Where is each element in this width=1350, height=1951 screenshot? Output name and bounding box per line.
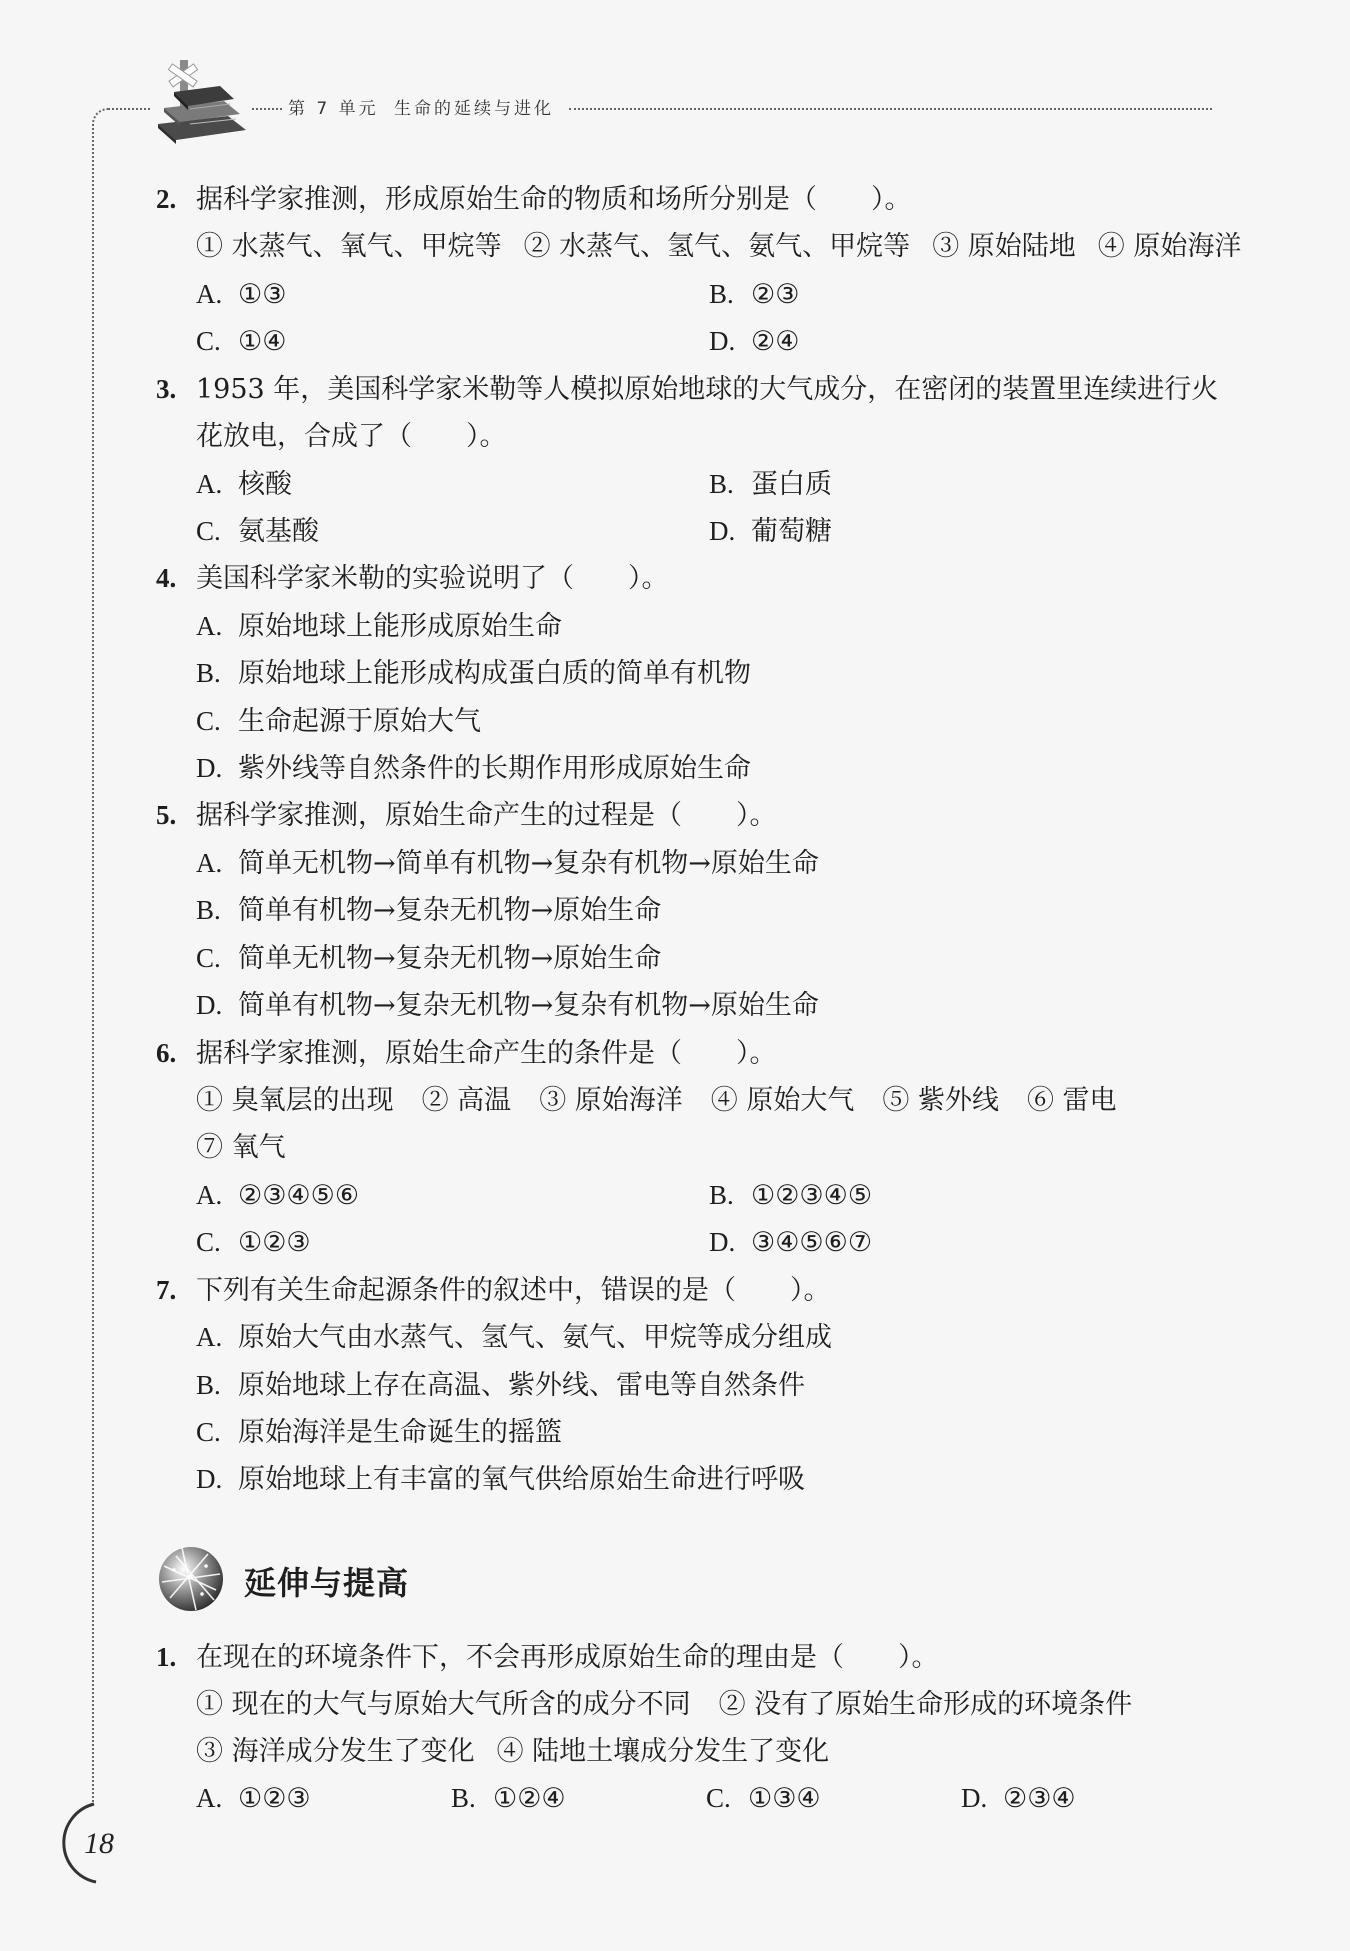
option-text: 原始海洋是生命诞生的摇篮 xyxy=(238,1416,562,1448)
question-stem xyxy=(0,792,1350,839)
option-text: ①②④ xyxy=(493,1783,566,1814)
option-text: ①③④ xyxy=(748,1783,821,1814)
option-b xyxy=(709,461,1222,508)
question-stem xyxy=(0,366,1350,413)
option-text: ②③④ xyxy=(1003,1783,1076,1814)
option-text: ①②③ xyxy=(238,1227,311,1259)
option-text: 原始地球上能形成构成蛋白质的简单有机物 xyxy=(238,658,751,690)
option-text: ①②③④⑤ xyxy=(751,1179,873,1211)
statement-line xyxy=(0,1728,1350,1775)
question-number: 4. xyxy=(156,563,177,594)
question-stem xyxy=(0,1030,1350,1077)
option-letter: D. xyxy=(709,326,736,357)
option-text: 简单有机物→复杂无机物→原始生命 xyxy=(238,895,662,927)
option-letter: C. xyxy=(196,1416,221,1447)
statement-item: ① 臭氧层的出现 xyxy=(196,1085,394,1117)
option-letter: D. xyxy=(196,753,223,784)
option-letter: B. xyxy=(196,895,221,926)
option-text: 原始大气由水蒸气、氢气、氨气、甲烷等成分组成 xyxy=(238,1322,832,1354)
question-stem xyxy=(0,555,1350,602)
option-text: ②④ xyxy=(751,326,800,358)
option-letter: C. xyxy=(706,1783,731,1813)
option-letter: C. xyxy=(196,326,221,357)
option-c xyxy=(0,1409,1350,1456)
statement-item: ④ 陆地土壤成分发生了变化 xyxy=(496,1736,830,1767)
option-a xyxy=(196,1172,709,1219)
option-row xyxy=(0,1775,1350,1822)
option-d xyxy=(709,508,1222,555)
statement-item: ③ 原始陆地 xyxy=(932,231,1076,263)
option-text: 原始地球上能形成原始生命 xyxy=(238,610,562,642)
statement-item: ② 高温 xyxy=(421,1085,512,1117)
option-text: ②③④⑤⑥ xyxy=(238,1179,360,1211)
statement-line xyxy=(0,223,1350,270)
stem-text: 花放电，合成了（ ）。 xyxy=(196,421,507,453)
question-number: 6. xyxy=(156,1037,177,1068)
option-letter: A. xyxy=(196,847,223,878)
option-letter: D. xyxy=(709,1227,736,1258)
stem-text: 据科学家推测，形成原始生命的物质和场所分别是（ ）。 xyxy=(196,184,912,215)
option-text: ①③ xyxy=(238,278,287,310)
option-c xyxy=(706,1775,961,1822)
option-letter: B. xyxy=(709,468,734,499)
statement-line xyxy=(0,1077,1350,1124)
unit-title: 生命的延续与进化 xyxy=(394,99,554,119)
option-letter: D. xyxy=(709,515,736,546)
option-text: 紫外线等自然条件的长期作用形成原始生命 xyxy=(238,753,751,785)
option-row xyxy=(0,1219,1350,1266)
option-c xyxy=(196,1219,709,1266)
option-text: 氨基酸 xyxy=(238,515,319,547)
option-c xyxy=(196,318,709,365)
option-text: 简单无机物→复杂无机物→原始生命 xyxy=(238,942,662,974)
option-letter: B. xyxy=(709,1179,734,1210)
statement-item: ④ 原始海洋 xyxy=(1097,231,1242,263)
option-c xyxy=(0,698,1350,745)
option-text: 葡萄糖 xyxy=(751,515,832,547)
option-d xyxy=(709,1219,1222,1266)
question-number: 7. xyxy=(156,1274,177,1305)
option-text: 简单无机物→简单有机物→复杂有机物→原始生命 xyxy=(238,847,819,879)
statement-line xyxy=(0,1124,1350,1171)
option-text: ①②③ xyxy=(238,1783,311,1814)
question-number: 1. xyxy=(156,1642,177,1672)
option-a xyxy=(196,461,709,508)
option-letter: C. xyxy=(196,1227,221,1258)
statement-item: ① 水蒸气、氧气、甲烷等 xyxy=(196,231,502,263)
page-number: 18 xyxy=(84,1827,114,1860)
question-stem xyxy=(0,1634,1350,1681)
stem-text: 下列有关生命起源条件的叙述中，错误的是（ ）。 xyxy=(196,1274,831,1306)
question-stem xyxy=(0,1267,1350,1314)
option-letter: C. xyxy=(196,942,221,973)
option-b xyxy=(709,271,1222,318)
option-letter: D. xyxy=(196,990,223,1021)
statement-item: ① 现在的大气与原始大气所含的成分不同 xyxy=(196,1689,691,1720)
section-title: 延伸与提高 xyxy=(244,1564,410,1602)
option-row xyxy=(0,271,1350,318)
option-b xyxy=(451,1775,706,1822)
option-text: ③④⑤⑥⑦ xyxy=(751,1227,873,1259)
option-letter: B. xyxy=(196,658,221,689)
books-logo-icon xyxy=(150,58,250,144)
option-letter: A. xyxy=(196,1179,223,1210)
stem-text: 据科学家推测，原始生命产生的条件是（ ）。 xyxy=(196,1037,777,1069)
question-number: 3. xyxy=(156,373,177,404)
option-b xyxy=(0,1362,1350,1409)
option-letter: A. xyxy=(196,610,223,641)
option-row xyxy=(0,1172,1350,1219)
option-letter: B. xyxy=(709,278,734,309)
option-a xyxy=(0,1314,1350,1361)
option-a xyxy=(0,840,1350,887)
extension-questions-block xyxy=(0,1634,1350,1822)
option-letter: A. xyxy=(196,468,223,499)
statement-item: ⑤ 紫外线 xyxy=(882,1085,999,1117)
stem-text: 美国科学家米勒的实验说明了（ ）。 xyxy=(196,563,669,595)
option-b xyxy=(0,887,1350,934)
option-text: 核酸 xyxy=(238,468,292,500)
statement-item: ② 没有了原始生命形成的环境条件 xyxy=(718,1689,1133,1720)
option-c xyxy=(0,935,1350,982)
stem-text: 据科学家推测，原始生命产生的过程是（ ）。 xyxy=(196,800,777,832)
header-dotted-line xyxy=(569,108,1212,110)
option-letter: A. xyxy=(196,278,223,309)
statement-item: ③ 原始海洋 xyxy=(539,1085,683,1117)
option-letter: B. xyxy=(196,1369,221,1400)
statement-item: ④ 原始大气 xyxy=(710,1085,855,1117)
stem-text: 在现在的环境条件下，不会再形成原始生命的理由是（ ）。 xyxy=(196,1642,939,1673)
statement-item: ② 水蒸气、氢气、氨气、甲烷等 xyxy=(523,231,911,263)
option-letter: B. xyxy=(451,1783,476,1813)
option-a xyxy=(196,1775,451,1822)
option-a xyxy=(0,603,1350,650)
unit-label: 第 7 单元 xyxy=(288,99,379,119)
question-stem-continued xyxy=(0,413,1350,460)
option-letter: C. xyxy=(196,515,221,546)
stem-text: 1953 年，美国科学家米勒等人模拟原始地球的大气成分，在密闭的装置里连续进行火 xyxy=(196,373,1219,405)
questions-block xyxy=(0,176,1350,1504)
option-a xyxy=(196,271,709,318)
statement-line xyxy=(0,1681,1350,1728)
header-dotted-line xyxy=(252,108,282,110)
option-row xyxy=(0,461,1350,508)
option-text: 蛋白质 xyxy=(751,468,832,500)
option-letter: C. xyxy=(196,705,221,736)
option-letter: A. xyxy=(196,1322,223,1353)
option-d xyxy=(0,982,1350,1029)
option-text: 原始地球上有丰富的氧气供给原始生命进行呼吸 xyxy=(238,1464,805,1496)
option-letter: D. xyxy=(196,1464,223,1495)
option-text: ①④ xyxy=(238,326,287,358)
option-d xyxy=(0,1456,1350,1503)
option-text: 原始地球上存在高温、紫外线、雷电等自然条件 xyxy=(238,1369,805,1401)
option-d xyxy=(709,318,1222,365)
option-text: 简单有机物→复杂无机物→复杂有机物→原始生命 xyxy=(238,990,819,1022)
question-number: 2. xyxy=(156,184,177,214)
option-row xyxy=(0,508,1350,555)
option-b xyxy=(0,650,1350,697)
option-b xyxy=(709,1172,1222,1219)
question-stem xyxy=(0,176,1350,223)
option-text: ②③ xyxy=(751,278,800,310)
option-row xyxy=(0,318,1350,365)
option-d xyxy=(0,745,1350,792)
option-text: 生命起源于原始大气 xyxy=(238,705,481,737)
statement-item: ⑦ 氧气 xyxy=(196,1132,286,1164)
statement-item: ③ 海洋成分发生了变化 xyxy=(196,1736,475,1767)
question-number: 5. xyxy=(156,800,177,831)
option-c xyxy=(196,508,709,555)
option-letter: A. xyxy=(196,1783,223,1813)
option-d xyxy=(961,1775,1216,1822)
statement-item: ⑥ 雷电 xyxy=(1026,1085,1117,1117)
option-letter: D. xyxy=(961,1783,988,1813)
globe-icon xyxy=(156,1544,226,1614)
